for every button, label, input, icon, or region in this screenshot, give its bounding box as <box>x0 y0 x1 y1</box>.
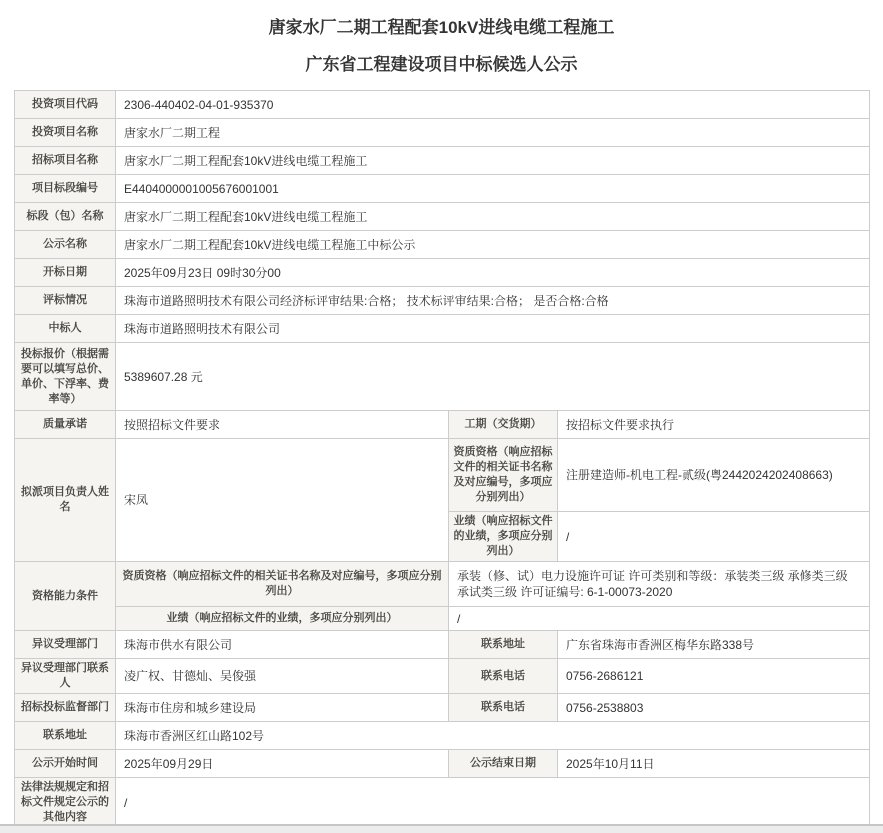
value-qualification-performance: / <box>449 607 870 631</box>
label-section-number: 项目标段编号 <box>15 175 116 203</box>
row-objection-dept <box>15 631 870 659</box>
label-other-content: 法律法规规定和招标文件规定公示的其他内容 <box>15 778 116 828</box>
label-investment-name: 投资项目名称 <box>15 119 116 147</box>
label-supervision-dept: 招标投标监督部门 <box>15 694 116 722</box>
page-title-line1: 唐家水厂二期工程配套10kV进线电缆工程施工 <box>268 18 615 37</box>
label-objection-contacts: 异议受理部门联系人 <box>15 659 116 694</box>
row-bid-price <box>15 343 870 411</box>
value-construction-period: 按招标文件要求执行 <box>558 411 870 439</box>
row-project-manager <box>15 439 870 512</box>
value-objection-phone: 0756-2686121 <box>558 659 870 694</box>
notice-table <box>14 90 870 828</box>
row-bid-opening-date <box>15 259 870 287</box>
label-objection-phone: 联系电话 <box>449 659 558 694</box>
label-tender-project-name: 招标项目名称 <box>15 147 116 175</box>
label-bid-opening-date: 开标日期 <box>15 259 116 287</box>
row-supervision-dept <box>15 694 870 722</box>
value-publicity-end: 2025年10月11日 <box>558 750 870 778</box>
row-objection-contacts <box>15 659 870 694</box>
value-project-manager: 宋凤 <box>116 439 449 562</box>
row-investment-name <box>15 119 870 147</box>
value-manager-performance: / <box>558 512 870 562</box>
label-quality-commitment: 质量承诺 <box>15 411 116 439</box>
label-objection-dept: 异议受理部门 <box>15 631 116 659</box>
label-package-name: 标段（包）名称 <box>15 203 116 231</box>
label-bid-price: 投标报价（根据需要可以填写总价、单价、下浮率、费率等） <box>15 343 116 411</box>
value-investment-name: 唐家水厂二期工程 <box>116 119 870 147</box>
row-package-name <box>15 203 870 231</box>
label-evaluation: 评标情况 <box>15 287 116 315</box>
label-objection-dept-address: 联系地址 <box>449 631 558 659</box>
label-publicity-start: 公示开始时间 <box>15 750 116 778</box>
value-bid-opening-date: 2025年09月23日 09时30分00 <box>116 259 870 287</box>
label-winner: 中标人 <box>15 315 116 343</box>
row-winner <box>15 315 870 343</box>
row-qualification-condition <box>15 562 870 607</box>
label-project-manager: 拟派项目负责人姓名 <box>15 439 116 562</box>
label-qualification-condition: 资格能力条件 <box>15 562 116 631</box>
row-qualification-performance <box>15 607 870 631</box>
value-quality-commitment: 按照招标文件要求 <box>116 411 449 439</box>
label-investment-code: 投资项目代码 <box>15 91 116 119</box>
value-qualification-cert: 承装（修、试）电力设施许可证 许可类别和等级：承装类三级 承修类三级 承试类三级 许可证编号: 6-1-00073-2020 <box>449 562 870 607</box>
value-contact-address: 珠海市香洲区红山路102号 <box>116 722 870 750</box>
label-contact-address: 联系地址 <box>15 722 116 750</box>
row-publicity-dates <box>15 750 870 778</box>
value-supervision-phone: 0756-2538803 <box>558 694 870 722</box>
value-bid-price: 5389607.28 元 <box>116 343 870 411</box>
row-tender-project-name <box>15 147 870 175</box>
label-manager-qualification: 资质资格（响应招标文件的相关证书名称及对应编号，多项应分别列出） <box>449 439 558 512</box>
label-qualification-cert: 资质资格（响应招标文件的相关证书名称及对应编号，多项应分别列出） <box>116 562 449 607</box>
label-supervision-phone: 联系电话 <box>449 694 558 722</box>
label-qualification-performance: 业绩（响应招标文件的业绩，多项应分别列出） <box>116 607 449 631</box>
value-supervision-dept: 珠海市住房和城乡建设局 <box>116 694 449 722</box>
value-objection-dept-address: 广东省珠海市香洲区梅华东路338号 <box>558 631 870 659</box>
value-manager-qualification: 注册建造师-机电工程-贰级(粤2442024202408663) <box>558 439 870 512</box>
value-investment-code: 2306-440402-04-01-935370 <box>116 91 870 119</box>
row-other-content <box>15 778 870 828</box>
value-section-number: E4404000001005676001001 <box>116 175 870 203</box>
value-publicity-start: 2025年09月29日 <box>116 750 449 778</box>
value-tender-project-name: 唐家水厂二期工程配套10kV进线电缆工程施工 <box>116 147 870 175</box>
row-investment-code <box>15 91 870 119</box>
row-quality-and-period <box>15 411 870 439</box>
row-notice-name <box>15 231 870 259</box>
value-winner: 珠海市道路照明技术有限公司 <box>116 315 870 343</box>
label-construction-period: 工期（交货期） <box>449 411 558 439</box>
page-title-line2: 广东省工程建设项目中标候选人公示 <box>305 55 578 74</box>
label-publicity-end: 公示结束日期 <box>449 750 558 778</box>
label-manager-performance: 业绩（响应招标文件的业绩，多项应分别列出） <box>449 512 558 562</box>
label-notice-name: 公示名称 <box>15 231 116 259</box>
row-contact-address <box>15 722 870 750</box>
value-objection-dept: 珠海市供水有限公司 <box>116 631 449 659</box>
row-evaluation <box>15 287 870 315</box>
value-notice-name: 唐家水厂二期工程配套10kV进线电缆工程施工中标公示 <box>116 231 870 259</box>
value-objection-contacts: 凌广权、甘德灿、吴俊强 <box>116 659 449 694</box>
page-bottom-divider <box>0 824 883 833</box>
value-evaluation: 珠海市道路照明技术有限公司经济标评审结果:合格； 技术标评审结果:合格； 是否合格:合格 <box>116 287 870 315</box>
row-section-number <box>15 175 870 203</box>
value-other-content: / <box>116 778 870 828</box>
value-package-name: 唐家水厂二期工程配套10kV进线电缆工程施工 <box>116 203 870 231</box>
